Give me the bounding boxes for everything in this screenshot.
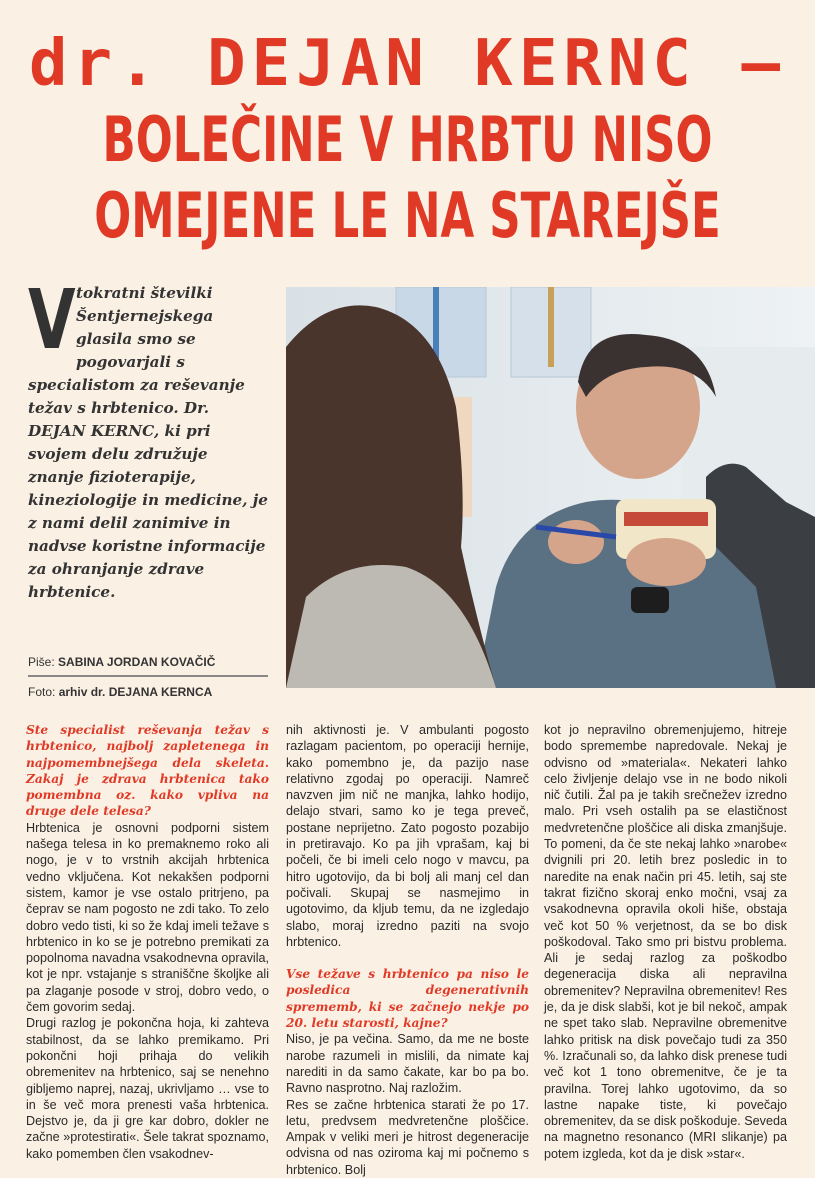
title-line-1: dr. DEJAN KERNC – <box>28 27 787 101</box>
photo-credit <box>28 682 268 702</box>
title-line-2: BOLEČINE V HRBTU NISO <box>102 103 713 176</box>
question-1: Ste specialist reševanja težav s hrbtenico, najbolj zapletenega in najpomembnejšega dela skeleta. Zakaj je zdrava hrbtenica tako pomembna oz. kako vpliva na druge dele telesa? <box>26 723 269 819</box>
answer-1-paragraph-2: Drugi razlog je pokončna hoja, ki zahteva stabilnost, da se lahko premikamo. Pri pokončni hoji prihaja do velikih obremenitev na hrbtenico, saj se nenehno gibljemo naprej, nazaj, ukrivljamo … vse to in še več mora prenesti vaša hrbtenica. Dejstvo je, da ji gre kar dobro, dokler ne začne »protestirati«. Šele takrat spoznamo, kako pomemben člen vsakodnev- <box>26 1016 269 1161</box>
photo-illustration <box>286 287 815 688</box>
article-title <box>0 26 815 254</box>
photo-source: arhiv dr. DEJANA KERNCA <box>58 685 213 699</box>
drop-cap: V <box>28 273 76 368</box>
lead-text: tokratni številki Šentjernejskega glasila smo se pogovarjali s specialistom za reševanje težav s hrbtenico. Dr. DEJAN KERNC, ki pri svojem delu združuje znanje fizioterapije, kineziologije in medicine, je z nami delil zanimive in nadvse koristne informacije za ohranjanje zdrave hrbtenice. <box>28 284 268 601</box>
answer-2-paragraph-3: kot jo nepravilno obremenjujemo, hitreje bodo spremembe napredovale. Nekaj je odvisno od »materiala«. Nekateri lahko celo življenje delajo vse in ne bodo nikoli nič čutili. Žal pa je takih srečnežev izredno malo. Pri vseh ostalih pa se elastičnost medvretenčne ploščice ali diska zmanjšuje. To pomeni, da če ste nekaj lahko »narobe« dvignili pri 20. letih brez posledic in to naredite na enak način pri 45. letih, saj ste takrat fizično skoraj enko močni, vsaj za vsakodnevna opravila okoli hiše, obstaja več kot 50 % verjetnost, da se bo disk poškodoval. Tako smo pri bistvu problema. Ali je sedaj razlog za poškodbo degeneracija diska ali nepravilna obremenitev? Nepravilna obremenitev! Res je, da je disk slabši, kot je bil nekoč, ampak ne spet tako slab. Nepravilne obremenitve lahko pritisk na disk povečajo tudi za 350 %. Izračunali so, da lahko disk prenese tudi več kot 1 tono obremenitve, če je ta pravilna. Torej lahko ugotovimo, da so lastne napake tiste, ki povečajo obremenitev, da se disk poškoduje. Seveda na magnetno resonanco (MRI slikanje) pa potem izgleda, kot da je disk »star«. <box>544 723 787 1161</box>
author-label: Piše: <box>28 655 55 669</box>
author-credit <box>28 652 268 677</box>
column-1 <box>26 722 269 1162</box>
doctor-photo <box>286 287 815 688</box>
photo-label: Foto: <box>28 685 56 699</box>
credits <box>28 652 268 702</box>
question-2: Vse težave s hrbtenico pa niso le posledica degenerativnih sprememb, ki se začnejo nekje po 20. letu starosti, kajne? <box>286 967 529 1031</box>
lead-paragraph <box>28 273 268 604</box>
answer-2-paragraph-2: Res se začne hrbtenica starati že po 17. letu, predvsem medvretenčne ploščice. Ampak v veliki meri je hitrost degeneracije odvisna od nas oziroma kaj mi počnemo s hrbtenico. Bolj <box>286 1097 529 1177</box>
answer-2-paragraph-1: Niso, je pa večina. Samo, da me ne boste narobe razumeli in mislili, da nimate kaj narediti in da samo čakate, kar bo pa bo. Ravno nasprotno. Naj razložim. <box>286 1032 529 1096</box>
column-2 <box>286 722 529 1178</box>
author-name: SABINA JORDAN KOVAČIČ <box>58 655 216 669</box>
answer-1-paragraph-3: nih aktivnosti je. V ambulanti pogosto razlagam pacientom, po operaciji hernije, kako pomembno je, da pazijo nase relativno zgodaj po operaciji. Namreč navzven jim nič ne manjka, lahko hodijo, delajo stvari, samo ko je tega preveč, postane neprijetno. Zato pogosto pozabijo in pretiravajo. Ko pa jih vprašam, kaj bi počeli, če bi imeli celo nogo v mavcu, pa hitro ugotovijo, da bi bolj ali manj cel dan počivali. Skupaj se nasmejimo in ugotovimo, da kljub temu, da ne izgledajo slabo, moraj izredno paziti na svojo hrbtenico. <box>286 723 529 949</box>
answer-1-paragraph-1: Hrbtenica je osnovni podporni sistem našega telesa in ko premaknemo roko ali nogo, je v to vrstnih akcijah hrbtenica vedno vključena. Kot nekakšen podporni sistem, kamor je vse ostalo pritrjeno, pa čeprav se nam pogosto ne zdi tako. To zelo dobro vedo tisti, ki so že kdaj imeli težave s hrbtenico in ko se je potrebno premikati za popolnoma navadna vsakodnevna opravila, kot je npr. vstajanje s straniščne školjke ali pa zlaganje posode v stroj, dobro vedo, o čem govorim sedaj. <box>26 820 269 1015</box>
column-3 <box>544 722 787 1162</box>
title-line-3: OMEJENE LE NA STAREJŠE <box>94 179 721 252</box>
